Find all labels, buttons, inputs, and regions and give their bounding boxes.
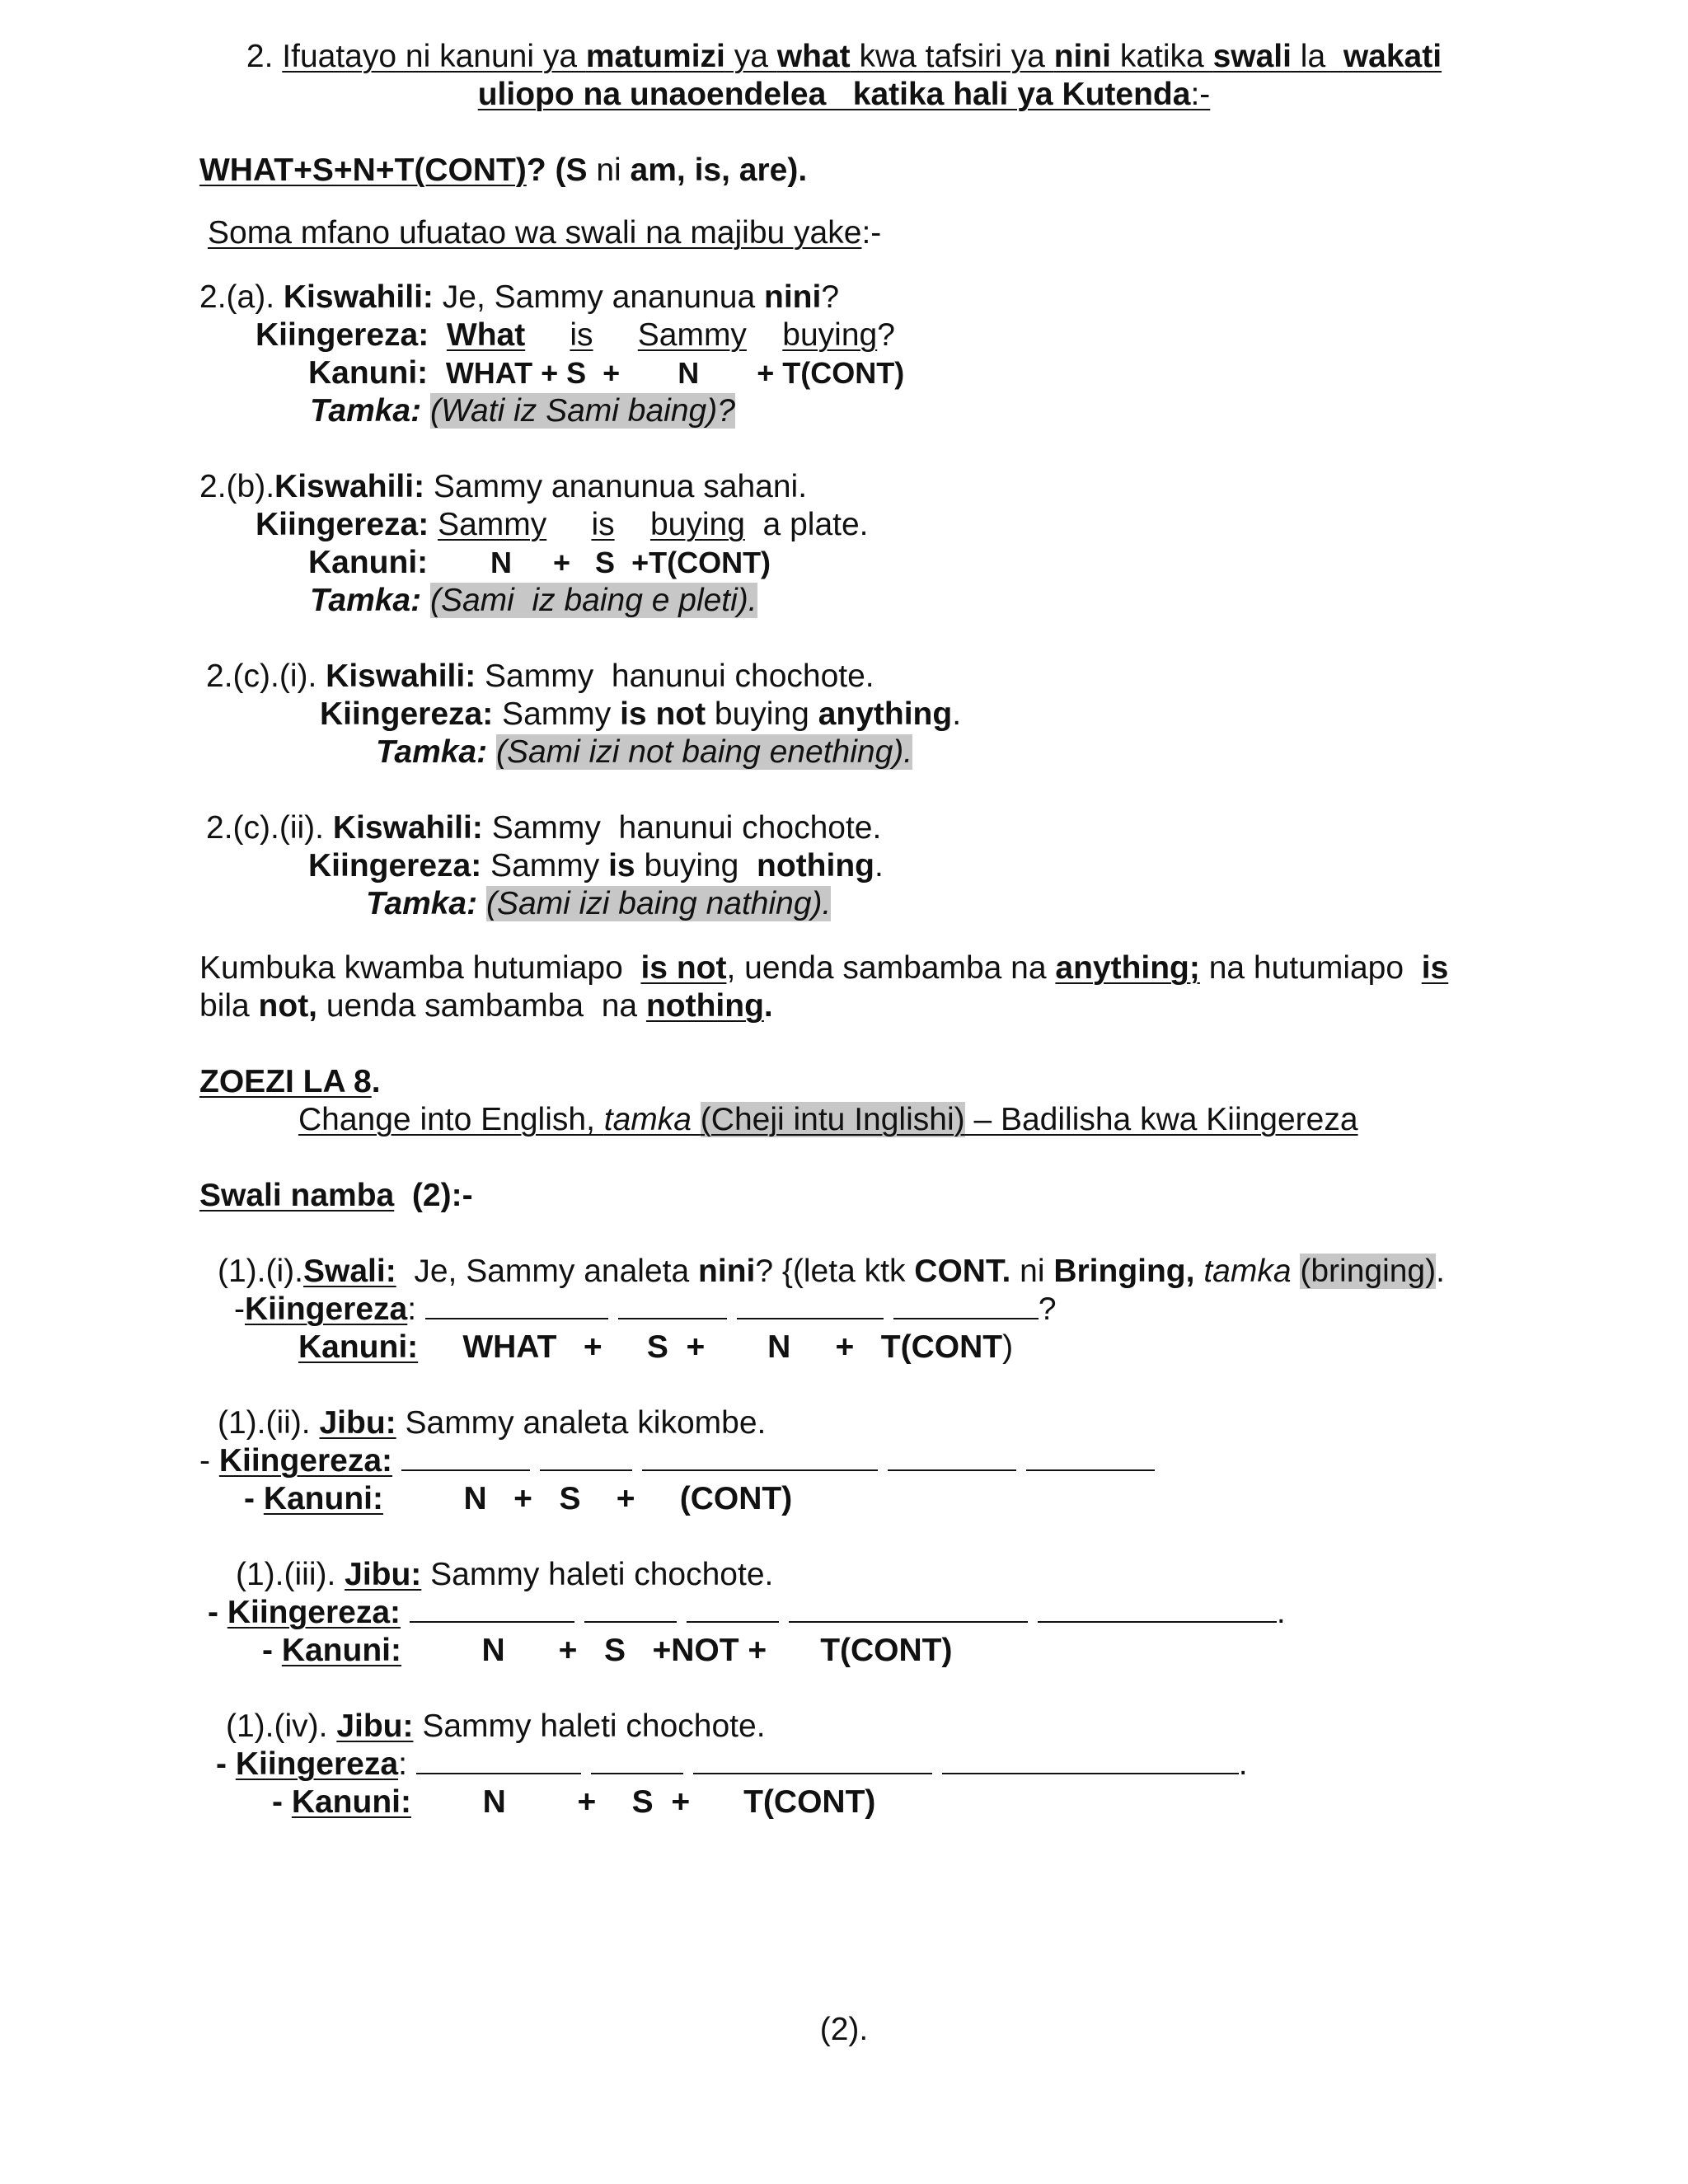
heading-text-2: ya [724, 39, 777, 74]
q1ii-label: Jibu: [319, 1405, 396, 1441]
kumbuka-h: not, [258, 988, 318, 1024]
ex-cii-kii-a: Sammy [481, 848, 609, 883]
ex-a-kis-end: ? [821, 279, 840, 315]
q1ii-kan-prefix: - [244, 1481, 264, 1516]
q1iv-kii-label: Kiingereza [235, 1746, 399, 1782]
q1iv-label: Jibu: [336, 1708, 414, 1744]
kumbuka-e: na hutumiapo [1199, 950, 1422, 986]
q1i-t10: (bringing) [1300, 1254, 1437, 1289]
ex-ci-tam-label: Tamka: [376, 734, 488, 770]
answer-blank[interactable] [693, 1746, 932, 1774]
q1iii-kan-prefix: - [262, 1633, 282, 1668]
kumbuka-b: is not [640, 950, 727, 986]
answer-blank[interactable] [584, 1595, 677, 1623]
q1iii-kan-label: Kanuni: [281, 1633, 401, 1668]
ex-a-kiingereza [256, 316, 895, 354]
ex-a-word-is: is [570, 317, 593, 353]
answer-blank[interactable] [618, 1291, 727, 1319]
formula-rest-a: ? (S [526, 152, 597, 188]
zoezi-title [199, 1063, 381, 1101]
answer-blank[interactable] [642, 1443, 878, 1471]
ex-a-word-buying: buying [782, 317, 878, 353]
q1iv-colon: : [398, 1746, 407, 1782]
q1i-kii-prefix: - [234, 1291, 245, 1327]
q1iv-number: (1).(iv). [226, 1708, 337, 1744]
q1i-q: ? [1038, 1291, 1057, 1327]
section-heading-line1 [0, 38, 1688, 76]
ex-ci-kii-label: Kiingereza: [320, 696, 494, 732]
ex-ci-kii-e: . [952, 696, 962, 732]
answer-blank[interactable] [888, 1443, 1016, 1471]
ex-cii-kis-text: Sammy hanunui chochote. [482, 810, 882, 846]
ex-cii-number: 2.(c).(ii). [206, 810, 333, 846]
ex-cii-kii-e: . [874, 848, 884, 883]
ex-b-tail: a plate. [744, 507, 869, 542]
kumbuka-line1 [199, 949, 1448, 987]
ex-b-kan-label: Kanuni: [308, 545, 429, 580]
ex-cii-tam-label: Tamka: [366, 886, 478, 921]
heading-text-5: la [1291, 39, 1343, 74]
heading-suffix: :- [1190, 77, 1211, 112]
answer-blank[interactable] [942, 1746, 1239, 1774]
ex-a-number: 2.(a). [199, 279, 284, 315]
ex-a-kan-label: Kanuni: [308, 355, 429, 391]
q1ii-kiingereza [199, 1442, 1155, 1480]
soma-line [208, 214, 881, 252]
formula-rest-b: ni [596, 152, 621, 188]
ex-ci-kis-text: Sammy hanunui chochote. [476, 658, 874, 694]
zoezi-inst-a: Change into English, [298, 1102, 604, 1137]
heading-bold-6: uliopo na unaoendelea katika hali ya Kutenda [477, 77, 1191, 112]
zoezi-instruction [298, 1101, 1358, 1139]
ex-b-kis-label: Kiswahili: [274, 469, 425, 504]
kumbuka-k: . [763, 988, 773, 1024]
ex-b-word-buying: buying [649, 507, 745, 542]
ex-ci-number: 2.(c).(i). [206, 658, 326, 694]
ex-a-kis-bold: nini [764, 279, 822, 315]
ex-b-kii-label: Kiingereza: [256, 507, 429, 542]
q1iv-kii-prefix: - [216, 1746, 236, 1782]
q1iii-number: (1).(iii). [236, 1557, 345, 1592]
soma-text: Soma mfano ufuatao wa swali na majibu yake [208, 215, 862, 251]
swali-namba [199, 1177, 473, 1215]
heading-number: 2. [246, 39, 274, 74]
formula: WHAT+S+N+T(CONT) [199, 152, 527, 188]
kumbuka-f: is [1421, 950, 1449, 986]
q1i-t8: tamka [1203, 1254, 1292, 1289]
swali-namba-label: Swali namba [199, 1178, 395, 1213]
q1i-kanuni [298, 1329, 1013, 1366]
ex-a-kis-text: Je, Sammy ananunua [433, 279, 764, 315]
kumbuka-line2 [199, 987, 773, 1025]
zoezi-inst-d: (Cheji intu Inglishi) [700, 1102, 965, 1137]
q1iv-kan-prefix: - [272, 1784, 292, 1820]
ex-cii-kiingereza [308, 847, 884, 885]
q1i-number: (1).(i). [218, 1254, 303, 1289]
ex-cii-kii-d: nothing [757, 848, 874, 883]
answer-blank[interactable] [893, 1291, 1039, 1319]
q1iii-kii-prefix: - [208, 1595, 227, 1630]
ex-a-kan: WHAT + S + N + T(CONT) [445, 356, 905, 390]
swali-namba-rest: (2):- [394, 1178, 473, 1213]
answer-blank[interactable] [401, 1443, 530, 1471]
kumbuka-j: nothing [645, 988, 764, 1024]
q1iv-kan-label: Kanuni: [291, 1784, 411, 1820]
ex-b-tam: (Sami iz baing e pleti). [429, 583, 757, 618]
q1i-kii-label: Kiingereza [245, 1291, 408, 1327]
kumbuka-c: , uenda sambamba na [726, 950, 1056, 986]
q1iv-kanuni [272, 1783, 875, 1821]
q1iii-end: . [1276, 1595, 1286, 1630]
ex-cii-kii-b: is [608, 848, 635, 883]
ex-b-kis-text: Sammy ananunua sahani. [424, 469, 808, 504]
zoezi-inst-e: – Badilisha kwa Kiingereza [964, 1102, 1358, 1137]
answer-blank[interactable] [416, 1746, 581, 1774]
ex-cii-tamka [366, 885, 831, 923]
soma-suffix: :- [861, 215, 882, 251]
ex-a-kanuni [308, 354, 904, 392]
ex-ci-kii-b: is not [620, 696, 706, 732]
heading-bold-5: wakati [1343, 39, 1442, 74]
ex-cii-kii-c: buying [635, 848, 757, 883]
q1ii-kan: N + S + (CONT) [382, 1481, 793, 1516]
q1i-kan-end: ) [1002, 1329, 1014, 1365]
ex-a-tam: (Wati iz Sami baing)? [429, 393, 735, 429]
answer-blank[interactable] [540, 1443, 632, 1471]
q1i-swali [218, 1253, 1445, 1291]
answer-blank[interactable] [687, 1595, 779, 1623]
ex-b-tam-label: Tamka: [310, 583, 422, 618]
q1i-t5: ni [1010, 1254, 1054, 1289]
q1ii-kii-prefix: - [199, 1443, 219, 1479]
q1i-t9 [1292, 1254, 1301, 1289]
ex-ci-kii-c: buying [706, 696, 818, 732]
ex-cii-kiswahili [206, 809, 881, 847]
ex-a-tamka [310, 392, 735, 430]
answer-blank[interactable] [1038, 1595, 1277, 1623]
zoezi-inst-c [692, 1102, 701, 1137]
heading-bold-4: swali [1212, 39, 1292, 74]
heading-bold-2: what [776, 39, 851, 74]
ex-ci-kiswahili [206, 658, 874, 696]
q1i-t11: . [1436, 1254, 1445, 1289]
heading-text-3: kwa tafsiri ya [850, 39, 1054, 74]
ex-b-kan: N + S +T(CONT) [490, 546, 771, 579]
q1iv-kan: N + S + T(CONT) [410, 1784, 876, 1820]
zoezi-inst-b: tamka [603, 1102, 692, 1137]
q1iv-text: Sammy haleti chochote. [413, 1708, 766, 1744]
heading-bold-1: matumizi [585, 39, 725, 74]
kumbuka-d: anything; [1055, 950, 1200, 986]
kumbuka-i: uenda sambamba na [317, 988, 646, 1024]
q1iii-kan: N + S +NOT + T(CONT) [401, 1633, 953, 1668]
q1i-t3: ? {(leta ktk [755, 1254, 915, 1289]
ex-a-word-sammy: Sammy [637, 317, 747, 353]
ex-a-tam-label: Tamka: [310, 393, 422, 429]
q1ii-kanuni [244, 1480, 792, 1518]
ex-b-word-sammy: Sammy [438, 507, 547, 542]
formula-line [199, 152, 807, 190]
ex-a-word-what: What [446, 317, 526, 353]
q1iii-kanuni [262, 1632, 953, 1670]
answer-blank[interactable] [425, 1291, 608, 1319]
heading-text-1: Ifuatayo ni kanuni ya [282, 39, 586, 74]
q1iii-jibu [236, 1556, 773, 1594]
q1iii-kii-label: Kiingereza: [227, 1595, 401, 1630]
heading-bold-3: nini [1053, 39, 1112, 74]
q1i-t7 [1194, 1254, 1203, 1289]
ex-cii-kis-label: Kiswahili: [332, 810, 483, 846]
q1i-t6: Bringing, [1053, 1254, 1195, 1289]
q1i-t2: nini [698, 1254, 756, 1289]
q1iii-text: Sammy haleti chochote. [421, 1557, 774, 1592]
q1ii-number: (1).(ii). [218, 1405, 320, 1441]
q1i-kiingereza [234, 1291, 1057, 1329]
ex-ci-kis-label: Kiswahili: [326, 658, 476, 694]
answer-blank[interactable] [1026, 1443, 1155, 1471]
q1ii-kii-label: Kiingereza: [218, 1443, 393, 1479]
q1i-t4: CONT. [914, 1254, 1011, 1289]
ex-cii-kii-label: Kiingereza: [308, 848, 482, 883]
ex-ci-kii-a: Sammy [493, 696, 621, 732]
answer-blank[interactable] [410, 1595, 574, 1623]
ex-b-word-is: is [591, 507, 615, 542]
ex-ci-kii-d: anything [818, 696, 953, 732]
q1i-kan: WHAT + S + N + T(CONT [418, 1329, 1003, 1365]
ex-a-kis-label: Kiswahili: [283, 279, 434, 315]
ex-b-kanuni [308, 544, 771, 582]
page-number: (2). [819, 2012, 869, 2047]
ex-ci-tamka [376, 733, 912, 771]
ex-a-q: ? [877, 317, 895, 353]
ex-b-tamka [310, 582, 757, 620]
answer-blank[interactable] [591, 1746, 683, 1774]
q1iii-kiingereza [208, 1594, 1286, 1632]
q1iii-label: Jibu: [345, 1557, 422, 1592]
heading-text-4: katika [1111, 39, 1213, 74]
ex-ci-kiingereza [320, 696, 961, 733]
zoezi-title-text: ZOEZI LA 8 [199, 1064, 372, 1099]
ex-b-kiswahili [199, 468, 807, 506]
section-heading-line2 [0, 76, 1688, 114]
q1i-t1: Je, Sammy analeta [396, 1254, 699, 1289]
q1ii-jibu [218, 1404, 766, 1442]
q1i-label: Swali: [302, 1254, 396, 1289]
q1i-kan-label: Kanuni: [298, 1329, 419, 1365]
ex-a-kiswahili [199, 279, 839, 316]
ex-a-kii-label: Kiingereza: [256, 317, 429, 353]
q1iv-jibu [226, 1708, 766, 1746]
q1iv-end: . [1238, 1746, 1248, 1782]
zoezi-dot: . [371, 1064, 381, 1099]
answer-blank[interactable] [789, 1595, 1028, 1623]
q1i-colon: : [407, 1291, 417, 1327]
q1ii-text: Sammy analeta kikombe. [396, 1405, 767, 1441]
kumbuka-g: bila [199, 988, 259, 1024]
ex-cii-tam: (Sami izi baing nathing). [485, 886, 832, 921]
kumbuka-a: Kumbuka kwamba hutumiapo [199, 950, 641, 986]
ex-b-kiingereza [256, 506, 869, 544]
ex-b-number: 2.(b). [199, 469, 275, 504]
q1iv-kiingereza [216, 1746, 1248, 1783]
formula-rest-c: am, is, are). [621, 152, 808, 188]
ex-ci-tam: (Sami izi not baing enething). [495, 734, 913, 770]
q1ii-kan-label: Kanuni: [263, 1481, 383, 1516]
answer-blank[interactable] [737, 1291, 884, 1319]
